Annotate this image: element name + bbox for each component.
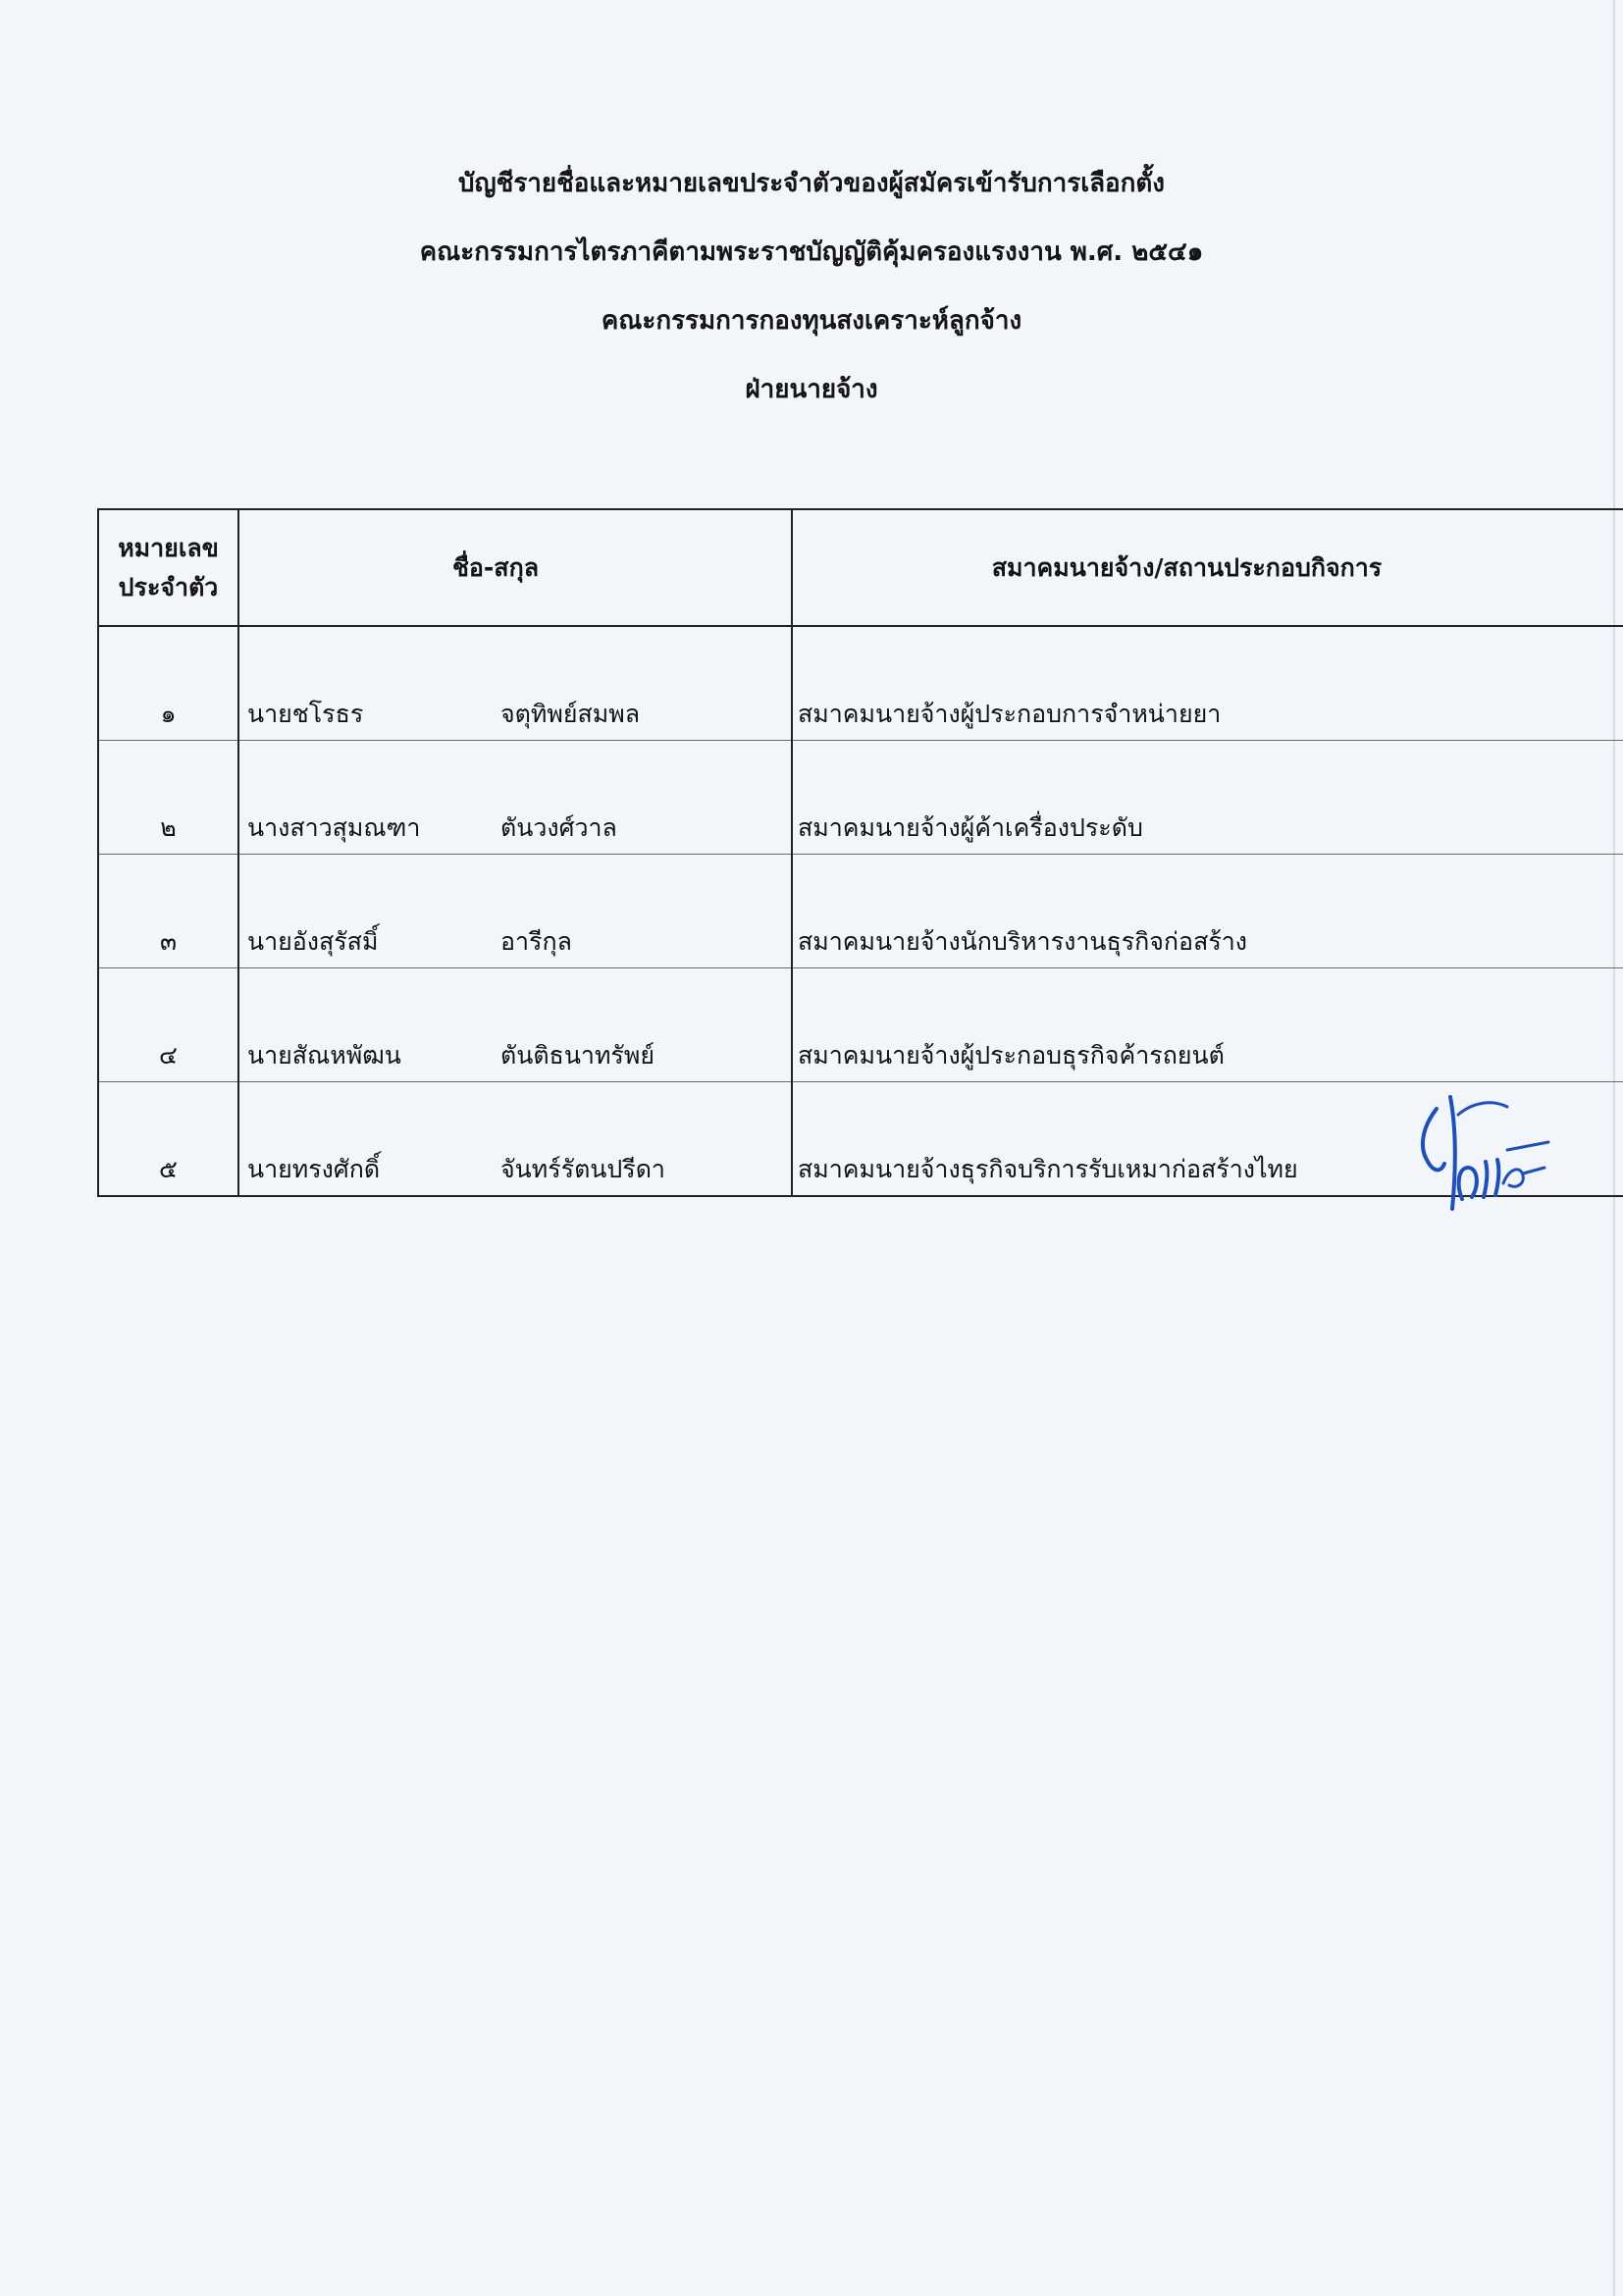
table-row bbox=[98, 855, 1623, 968]
row-given-name: นางสาวสุมณฑา bbox=[247, 813, 421, 842]
column-header-id-number-line1: หมายเลข bbox=[118, 533, 219, 562]
row-given-name: นายสัณหพัฒน bbox=[247, 1041, 401, 1070]
row-id-number: ๕ bbox=[98, 1082, 238, 1197]
row-organization: สมาคมนายจ้างผู้ประกอบธุรกิจค้ารถยนต์ bbox=[792, 968, 1623, 1082]
row-family-name: ตันวงศ์วาล bbox=[500, 813, 617, 842]
table-row bbox=[98, 968, 1623, 1082]
row-organization: สมาคมนายจ้างธุรกิจบริการรับเหมาก่อสร้างไทย bbox=[792, 1082, 1623, 1197]
candidate-table bbox=[97, 508, 1623, 1197]
candidate-table-container bbox=[97, 508, 1623, 1197]
column-header-name: ชื่อ-สกุล bbox=[238, 509, 792, 626]
column-header-id-number-line2: ประจำตัว bbox=[118, 572, 219, 601]
heading-line-1: บัญชีรายชื่อและหมายเลขประจำตัวของผู้สมัครเข้ารับการเลือกตั้ง bbox=[458, 169, 1165, 198]
row-organization: สมาคมนายจ้างผู้ประกอบการจำหน่ายยา bbox=[792, 626, 1623, 741]
row-full-name bbox=[238, 626, 792, 741]
column-header-organization: สมาคมนายจ้าง/สถานประกอบกิจการ bbox=[792, 509, 1623, 626]
row-given-name: นายชโรธร bbox=[247, 700, 364, 728]
table-row bbox=[98, 626, 1623, 741]
row-full-name bbox=[238, 968, 792, 1082]
row-organization: สมาคมนายจ้างผู้ค้าเครื่องประดับ bbox=[792, 741, 1623, 855]
row-family-name: จตุทิพย์สมพล bbox=[500, 700, 641, 728]
table-header-row bbox=[98, 509, 1623, 626]
row-id-number: ๑ bbox=[98, 626, 238, 741]
heading-line-2: คณะกรรมการไตรภาคีตามพระราชบัญญัติคุ้มครองแรงงาน พ.ศ. ๒๕๔๑ bbox=[419, 237, 1204, 267]
table-row bbox=[98, 1082, 1623, 1197]
row-full-name bbox=[238, 855, 792, 968]
row-full-name bbox=[238, 741, 792, 855]
row-family-name: อารีกุล bbox=[500, 927, 572, 956]
table-row bbox=[98, 741, 1623, 855]
row-given-name: นายอังสุรัสมิ์ bbox=[247, 927, 379, 956]
document-heading bbox=[0, 167, 1623, 442]
column-header-id-number bbox=[98, 509, 238, 626]
heading-line-3: คณะกรรมการกองทุนสงเคราะห์ลูกจ้าง bbox=[601, 306, 1022, 336]
row-given-name: นายทรงศักดิ์ bbox=[247, 1155, 381, 1183]
row-id-number: ๔ bbox=[98, 968, 238, 1082]
row-organization: สมาคมนายจ้างนักบริหารงานธุรกิจก่อสร้าง bbox=[792, 855, 1623, 968]
row-id-number: ๒ bbox=[98, 741, 238, 855]
heading-line-4: ฝ่ายนายจ้าง bbox=[745, 375, 878, 404]
row-full-name bbox=[238, 1082, 792, 1197]
row-family-name: ตันติธนาทรัพย์ bbox=[500, 1041, 654, 1070]
handwritten-signature bbox=[1413, 1089, 1550, 1217]
row-family-name: จันทร์รัตนปรีดา bbox=[500, 1155, 665, 1183]
row-id-number: ๓ bbox=[98, 855, 238, 968]
